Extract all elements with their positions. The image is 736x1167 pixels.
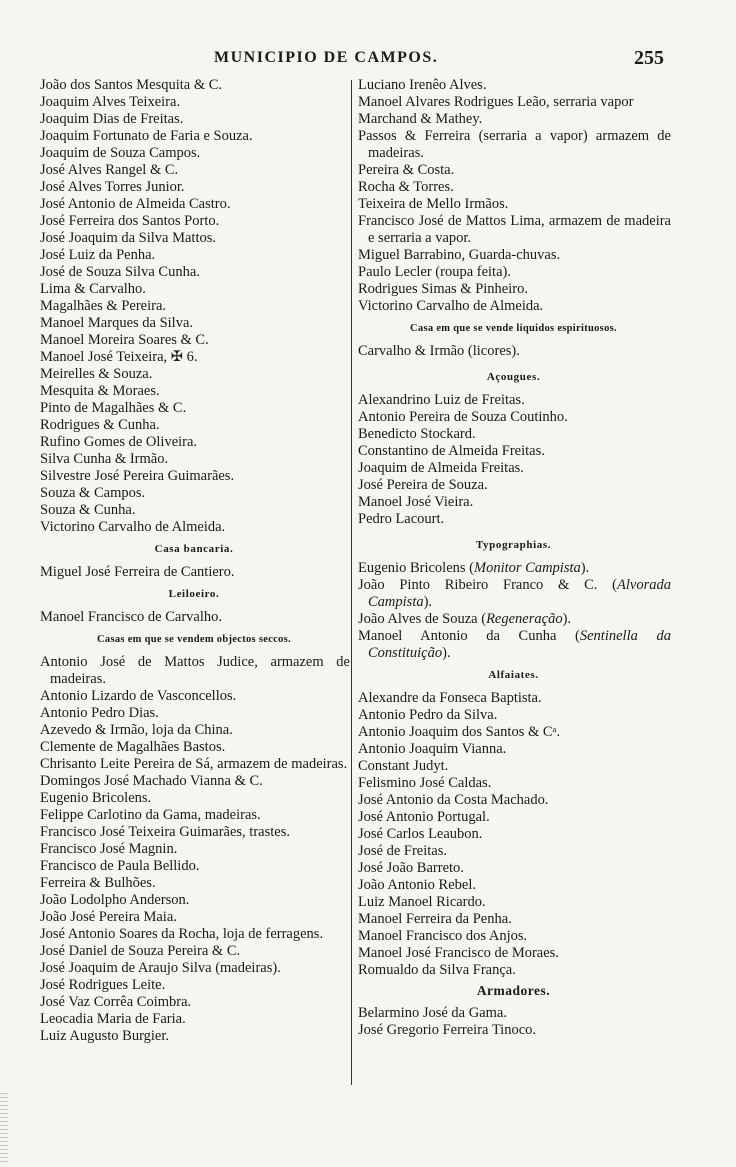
list-item: João Pinto Ribeiro Franco & C. (Alvorada Campista).: [358, 577, 671, 610]
list-item: José de Freitas.: [358, 843, 447, 859]
list-item: Romualdo da Silva França.: [358, 962, 516, 978]
list-item: Marchand & Mathey.: [358, 111, 483, 127]
list-item: Manoel José Teixeira, ✠ 6.: [40, 349, 198, 365]
list-item: José Antonio Soares da Rocha, loja de ferragens.: [40, 926, 324, 942]
list-item: Manoel Francisco de Carvalho.: [40, 609, 223, 625]
list-item: Manoel Ferreira da Penha.: [358, 911, 512, 927]
list-item: Francisco de Paula Bellido.: [40, 858, 200, 874]
list-item: Magalhães & Pereira.: [40, 298, 167, 314]
list-item: Rodrigues Simas & Pinheiro.: [358, 281, 528, 297]
list-item: Francisco José Teixeira Guimarães, trastes.: [40, 824, 290, 840]
list-item: Alexandre da Fonseca Baptista.: [358, 690, 542, 706]
list-item: João Alves de Souza (Regeneração).: [358, 611, 572, 627]
list-item: Antonio Pedro da Silva.: [358, 707, 498, 723]
list-item: Pereira & Costa.: [358, 162, 455, 178]
list-item: José João Barreto.: [358, 860, 464, 876]
list-item: Joaquim Alves Teixeira.: [40, 94, 181, 110]
list-item: Carvalho & Irmão (licores).: [358, 343, 520, 359]
section-heading-bank: Casa bancaria.: [154, 543, 234, 555]
tailor-list: [356, 690, 671, 979]
list-item: Rodrigues & Cunha.: [40, 417, 160, 433]
section-heading-undertakers: Armadores.: [476, 983, 551, 998]
merchant-list: [356, 77, 671, 315]
list-item: Mesquita & Moraes.: [40, 383, 160, 399]
list-item: José Joaquim de Araujo Silva (madeiras).: [40, 960, 281, 976]
list-item: José Pereira de Souza.: [358, 477, 488, 493]
list-item: Manoel Alvares Rodrigues Leão, serraria vapor: [358, 94, 634, 110]
list-item: Miguel José Ferreira de Cantiero.: [40, 564, 235, 580]
list-item: Rocha & Torres.: [358, 179, 454, 195]
list-item: Pedro Lacourt.: [358, 511, 445, 527]
list-item: Joaquim de Almeida Freitas.: [358, 460, 524, 476]
list-item: Clemente de Magalhães Bastos.: [40, 739, 226, 755]
list-item: Antonio Lizardo de Vasconcellos.: [40, 688, 237, 704]
list-item: Manoel Marques da Silva.: [40, 315, 194, 331]
list-item: Eugenio Bricolens (Monitor Campista).: [358, 560, 590, 576]
list-item: Belarmino José da Gama.: [358, 1005, 507, 1021]
list-item: José Gregorio Ferreira Tinoco.: [358, 1022, 537, 1038]
list-item: Manoel José Vieira.: [358, 494, 474, 510]
list-item: João dos Santos Mesquita & C.: [40, 77, 223, 93]
list-item: Rufino Gomes de Oliveira.: [40, 434, 198, 450]
list-item: Meirelles & Souza.: [40, 366, 153, 382]
list-item: Lima & Carvalho.: [40, 281, 146, 297]
list-item: Antonio Pereira de Souza Coutinho.: [358, 409, 568, 425]
list-item: Victorino Carvalho de Almeida.: [358, 298, 544, 314]
page-header: [0, 47, 736, 73]
list-item: João José Pereira Maia.: [40, 909, 177, 925]
list-item: Victorino Carvalho de Almeida.: [40, 519, 226, 535]
list-item: José Antonio Portugal.: [358, 809, 490, 825]
list-item: José Antonio da Costa Machado.: [358, 792, 549, 808]
list-item: Ferreira & Bulhões.: [40, 875, 156, 891]
list-item: José Rodrigues Leite.: [40, 977, 166, 993]
section-heading-dry-goods: Casas em que se vendem objectos seccos.: [97, 634, 291, 645]
butcher-list: [356, 392, 671, 528]
list-item: Miguel Barrabino, Guarda-chuvas.: [358, 247, 561, 263]
page-edge-mark: [0, 1092, 8, 1162]
left-column: [38, 77, 350, 1045]
list-item: Teixeira de Mello Irmãos.: [358, 196, 509, 212]
list-item: José Alves Torres Junior.: [40, 179, 185, 195]
section-heading-spirits: Casa em que se vende liquidos espirituosos.: [410, 323, 617, 334]
list-item: José Joaquim da Silva Mattos.: [40, 230, 217, 246]
list-item: José Antonio de Almeida Castro.: [40, 196, 231, 212]
list-item: Francisco José de Mattos Lima, armazem de madeira e serraria a vapor.: [358, 213, 671, 246]
column-divider: [351, 80, 352, 1085]
list-item: Felismino José Caldas.: [358, 775, 492, 791]
list-item: Joaquim Dias de Freitas.: [40, 111, 184, 127]
list-item: Antonio Joaquim Vianna.: [358, 741, 507, 757]
list-item: Constantino de Almeida Freitas.: [358, 443, 545, 459]
list-item: Constant Judyt.: [358, 758, 449, 774]
list-item: Silva Cunha & Irmão.: [40, 451, 169, 467]
list-item: José Alves Rangel & C.: [40, 162, 179, 178]
list-item: Souza & Campos.: [40, 485, 146, 501]
list-item: José Luiz da Penha.: [40, 247, 156, 263]
list-item: João Antonio Rebel.: [358, 877, 477, 893]
right-column: [356, 77, 671, 1039]
list-item: José Carlos Leaubon.: [358, 826, 483, 842]
list-item: Joaquim Fortunato de Faria e Souza.: [40, 128, 253, 144]
dry-goods-list: [38, 654, 350, 1045]
list-item: Antonio Pedro Dias.: [40, 705, 159, 721]
list-item: Luiz Augusto Burgier.: [40, 1028, 170, 1044]
undertaker-list: [356, 1005, 671, 1039]
list-item: Manoel Francisco dos Anjos.: [358, 928, 528, 944]
list-item: Felippe Carlotino da Gama, madeiras.: [40, 807, 261, 823]
list-item: Joaquim de Souza Campos.: [40, 145, 201, 161]
section-heading-tailors: Alfaiates.: [488, 669, 539, 681]
list-item: Francisco José Magnin.: [40, 841, 178, 857]
printer-list: [356, 560, 671, 662]
list-item: Alexandrino Luiz de Freitas.: [358, 392, 525, 408]
list-item: José Ferreira dos Santos Porto.: [40, 213, 220, 229]
list-item: Eugenio Bricolens.: [40, 790, 152, 806]
list-item: Souza & Cunha.: [40, 502, 136, 518]
running-title: MUNICIPIO DE CAMPOS.: [214, 49, 439, 66]
list-item: Manoel José Francisco de Moraes.: [358, 945, 559, 961]
list-item: Antonio José de Mattos Judice, armazem de madeiras.: [40, 654, 350, 687]
list-item: Luciano Irenêo Alves.: [358, 77, 487, 93]
list-item: Leocadia Maria de Faria.: [40, 1011, 186, 1027]
list-item: Benedicto Stockard.: [358, 426, 476, 442]
list-item: Paulo Lecler (roupa feita).: [358, 264, 511, 280]
list-item: Passos & Ferreira (serraria a vapor) armazem de madeiras.: [358, 128, 671, 161]
list-item: João Lodolpho Anderson.: [40, 892, 190, 908]
list-item: Silvestre José Pereira Guimarães.: [40, 468, 235, 484]
section-heading-printers: Typographias.: [475, 539, 552, 551]
list-item: José de Souza Silva Cunha.: [40, 264, 200, 280]
list-item: Domingos José Machado Vianna & C.: [40, 773, 263, 789]
list-item: Manoel Antonio da Cunha (Sentinella da Constituição).: [358, 628, 671, 661]
list-item: Chrisanto Leite Pereira de Sá, armazem de madeiras.: [40, 756, 348, 772]
list-item: José Vaz Corrêa Coimbra.: [40, 994, 192, 1010]
list-item: Luiz Manoel Ricardo.: [358, 894, 486, 910]
list-item: Antonio Joaquim dos Santos & Cᵃ.: [358, 724, 561, 740]
merchant-list: [38, 77, 350, 536]
page-number: 255: [634, 47, 664, 69]
section-heading-auctioneer: Leiloeiro.: [168, 588, 220, 600]
list-item: Manoel Moreira Soares & C.: [40, 332, 209, 348]
list-item: Pinto de Magalhães & C.: [40, 400, 187, 416]
section-heading-butchers: Açougues.: [486, 371, 541, 383]
list-item: José Daniel de Souza Pereira & C.: [40, 943, 241, 959]
list-item: Azevedo & Irmão, loja da China.: [40, 722, 233, 738]
